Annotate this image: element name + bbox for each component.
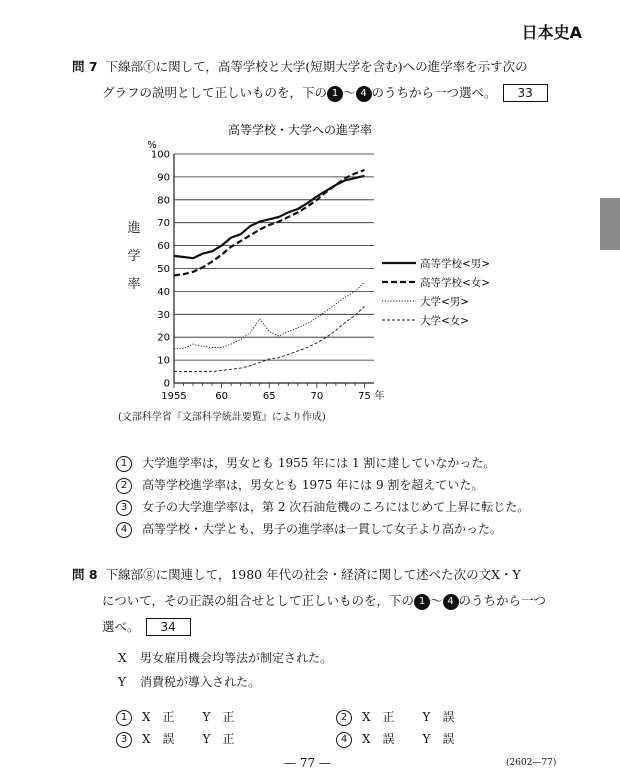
q8-answer-choices (116, 706, 262, 750)
question-text-line2a: について，その正誤の組合せとして正しいものを，下の (102, 593, 415, 608)
enrollment-rate-chart (100, 118, 520, 418)
legend-label: 大学<女> (420, 315, 470, 327)
answer-y: Y 誤 (422, 732, 455, 746)
answer-choice-2[interactable] (336, 706, 482, 728)
statement-text: 男女雇用機会均等法が制定された。 (140, 651, 333, 665)
option-number: 1 (116, 710, 132, 726)
legend-label: 高等学校<男> (420, 258, 491, 270)
y-tick-label: 80 (157, 195, 170, 207)
statement-y (118, 670, 332, 694)
y-tick-label: 90 (157, 172, 170, 184)
chart-gridlines (174, 154, 374, 388)
option-number: 2 (116, 478, 132, 494)
answer-number-box: 34 (146, 618, 191, 636)
option-3[interactable] (116, 496, 529, 518)
chart-series-lines (174, 170, 365, 372)
y-tick-label: 10 (157, 355, 170, 367)
x-tick-label: 1955 (161, 391, 187, 402)
question-8 (72, 562, 572, 640)
question-7 (72, 54, 572, 106)
statement-x (118, 646, 332, 670)
statement-label: X (118, 651, 127, 665)
q8-answer-choices-right (336, 706, 482, 750)
question-number: 問 8 (72, 567, 98, 582)
option-text: 女子の大学進学率は，第 2 次石油危機のころにはじめて上昇に転じた。 (142, 500, 530, 514)
answer-x: X 誤 (362, 732, 395, 746)
question-text-line1: 下線部ⓕに関して，高等学校と大学(短期大学を含む)への進学率を示す次の (105, 59, 528, 74)
y-tick-label: 70 (157, 218, 170, 230)
x-tick-label: 75 (358, 391, 371, 402)
y-tick-label: 60 (157, 241, 170, 253)
option-number: 1 (116, 456, 132, 472)
answer-choice-1[interactable] (116, 706, 262, 728)
option-text: 高等学校進学率は，男女とも 1975 年には 9 割を超えていた。 (142, 478, 484, 492)
statement-label: Y (118, 675, 126, 689)
y-axis-title-char: 学 (127, 249, 141, 264)
x-tick-label: 65 (262, 391, 276, 402)
option-number: 3 (116, 732, 132, 748)
answer-x: X 正 (142, 710, 175, 724)
x-tick-label: 70 (310, 391, 324, 402)
y-tick-label: 30 (157, 309, 170, 321)
exam-code: (2602—77) (506, 758, 557, 768)
answer-choice-4[interactable] (336, 728, 482, 750)
range-separator: 〜 (343, 85, 356, 100)
option-text: 大学進学率は，男女とも 1955 年には 1 割に達していなかった。 (142, 456, 496, 470)
chart-title: 高等学校・大学への進学率 (227, 123, 373, 137)
question-text-line2b: のうちから一つ (458, 593, 547, 608)
q8-statements (118, 646, 332, 694)
x-unit-label: 年 (374, 391, 385, 402)
option-number: 4 (336, 732, 352, 748)
y-axis-title-char: 進 (127, 221, 141, 236)
answer-y: Y 誤 (422, 710, 455, 724)
statement-text: 消費税が導入された。 (140, 675, 261, 689)
legend-label: 大学<男> (420, 296, 470, 308)
option-1[interactable] (116, 452, 529, 474)
answer-choice-3[interactable] (116, 728, 262, 750)
x-tick-label: 60 (215, 391, 228, 402)
y-axis-title (127, 218, 141, 302)
y-tick-label: 100 (150, 149, 170, 161)
legend-label: 高等学校<女> (420, 277, 491, 289)
page-number: — 77 — (284, 756, 331, 770)
y-unit-label: % (147, 140, 157, 151)
q7-options (116, 452, 529, 540)
question-number: 問 7 (72, 59, 98, 74)
subject-header: 日本史A (521, 23, 582, 42)
question-text-line2a: グラフの説明として正しいものを，下の (102, 85, 328, 100)
series-line-3 (174, 282, 365, 349)
answer-y: Y 正 (202, 732, 235, 746)
question-text-line1: 下線部ⓖに関連して，1980 年代の社会・経済に関して述べた次の文X・Y (105, 567, 521, 582)
range-separator: 〜 (430, 593, 443, 608)
option-range-end: 4 (356, 86, 372, 102)
y-axis-title-char: 率 (127, 277, 141, 292)
series-line-4 (174, 306, 365, 371)
chart-legend (382, 257, 490, 327)
chart-tick-labels (151, 150, 371, 403)
option-range-start: 1 (327, 86, 343, 102)
question-text-line3: 選べ。 (102, 619, 140, 634)
option-range-start: 1 (414, 594, 430, 610)
y-tick-label: 50 (157, 264, 170, 275)
option-2[interactable] (116, 474, 529, 496)
chart-source-note: (文部科学省『文部科学統計要覧』により作成) (118, 412, 326, 423)
y-tick-label: 40 (157, 286, 170, 298)
option-range-end: 4 (443, 594, 459, 610)
option-number: 2 (336, 710, 352, 726)
section-tab-marker (600, 198, 620, 250)
answer-x: X 正 (362, 710, 395, 724)
question-text-line2b: のうちから一つ選べ。 (371, 85, 497, 100)
answer-y: Y 正 (202, 710, 235, 724)
option-number: 3 (116, 500, 132, 516)
y-tick-label: 20 (157, 332, 170, 344)
answer-x: X 誤 (142, 732, 175, 746)
answer-number-box: 33 (503, 84, 548, 102)
option-text: 高等学校・大学とも，男子の進学率は一貫して女子より高かった。 (142, 522, 503, 536)
y-tick-label: 0 (163, 378, 170, 390)
option-number: 4 (116, 522, 132, 538)
option-4[interactable] (116, 518, 529, 540)
